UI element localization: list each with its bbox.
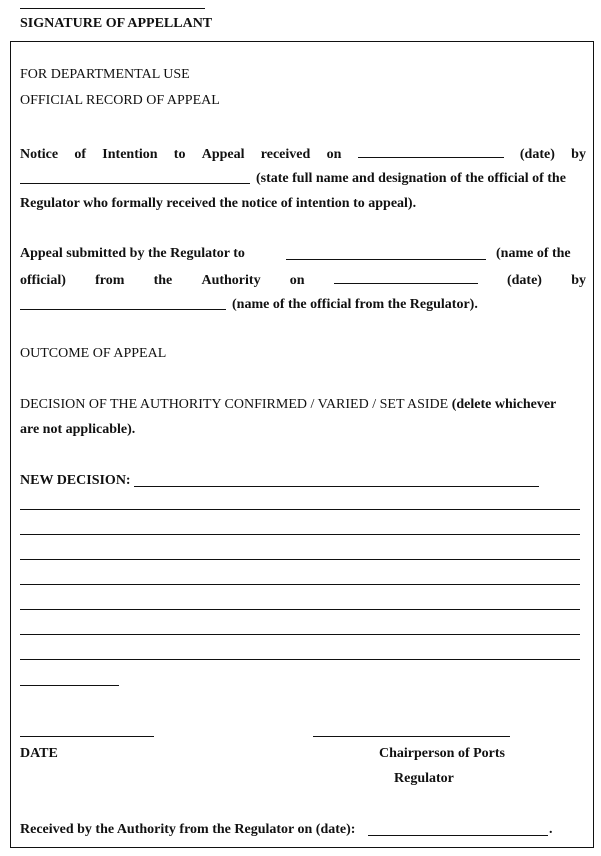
departmental-use-heading: FOR DEPARTMENTAL USE <box>20 67 190 82</box>
chairperson-title-cont: Regulator <box>394 771 454 786</box>
received-by-authority-label: Received by the Authority from the Regulator on (date): <box>20 822 356 837</box>
submitted-by-label: by <box>571 273 586 288</box>
submitted-regulator-official-label: (name of the official from the Regulator). <box>232 297 478 312</box>
submitted-word: the <box>153 273 173 288</box>
submitted-word: Authority <box>201 273 261 288</box>
notice-word: received <box>260 147 311 162</box>
submitted-name-label: (name of the <box>496 246 571 261</box>
new-decision-label: NEW DECISION: <box>20 473 131 488</box>
outcome-heading: OUTCOME OF APPEAL <box>20 346 167 361</box>
submitted-date-field[interactable] <box>334 271 478 284</box>
notice-word: Notice <box>20 147 59 162</box>
date-signature-line[interactable] <box>20 736 154 737</box>
notice-word: to <box>173 147 186 162</box>
signature-of-appellant-label: SIGNATURE OF APPELLANT <box>20 16 213 31</box>
new-decision-line[interactable] <box>20 559 580 560</box>
notice-by-label: by <box>571 147 586 162</box>
notice-official-name-field[interactable] <box>20 183 250 184</box>
decision-options-text-cont: are not applicable). <box>20 422 136 437</box>
new-decision-line[interactable] <box>20 634 580 635</box>
submitted-date-label: (date) <box>506 273 542 288</box>
notice-line-1 <box>20 145 586 163</box>
received-date-field[interactable] <box>368 835 548 836</box>
appellant-signature-line[interactable] <box>20 8 205 9</box>
submitted-word: official) <box>20 273 66 288</box>
chairperson-title: Chairperson of Ports <box>379 746 505 761</box>
official-record-heading: OFFICIAL RECORD OF APPEAL <box>20 93 220 108</box>
submitted-regulator-official-field[interactable] <box>20 309 226 310</box>
box-bottom-border <box>10 847 594 848</box>
submitted-word: on <box>289 273 305 288</box>
submitted-line-2 <box>20 271 586 289</box>
submitted-official-name-field[interactable] <box>286 259 486 260</box>
new-decision-line[interactable] <box>20 509 580 510</box>
new-decision-line[interactable] <box>20 534 580 535</box>
date-label: DATE <box>20 746 58 761</box>
submitted-intro-text: Appeal submitted by the Regulator to <box>20 246 245 261</box>
new-decision-short-line[interactable] <box>20 685 119 686</box>
notice-date-label: (date) <box>519 147 555 162</box>
notice-word: of <box>74 147 87 162</box>
notice-received-date-field[interactable] <box>358 145 504 158</box>
new-decision-field[interactable] <box>134 486 539 487</box>
notice-word: on <box>326 147 342 162</box>
submitted-word: from <box>95 273 125 288</box>
received-period: . <box>549 822 553 837</box>
notice-word: Intention <box>102 147 158 162</box>
notice-official-instruction-cont: Regulator who formally received the notice of intention to appeal). <box>20 196 417 211</box>
new-decision-line[interactable] <box>20 609 580 610</box>
notice-official-instruction: (state full name and designation of the official of the <box>256 171 566 186</box>
new-decision-line[interactable] <box>20 659 580 660</box>
new-decision-line[interactable] <box>20 584 580 585</box>
notice-word: Appeal <box>201 147 245 162</box>
decision-options-text: DECISION OF THE AUTHORITY CONFIRMED / VARIED / SET ASIDE (delete whichever <box>20 397 557 412</box>
chairperson-signature-line[interactable] <box>313 736 510 737</box>
